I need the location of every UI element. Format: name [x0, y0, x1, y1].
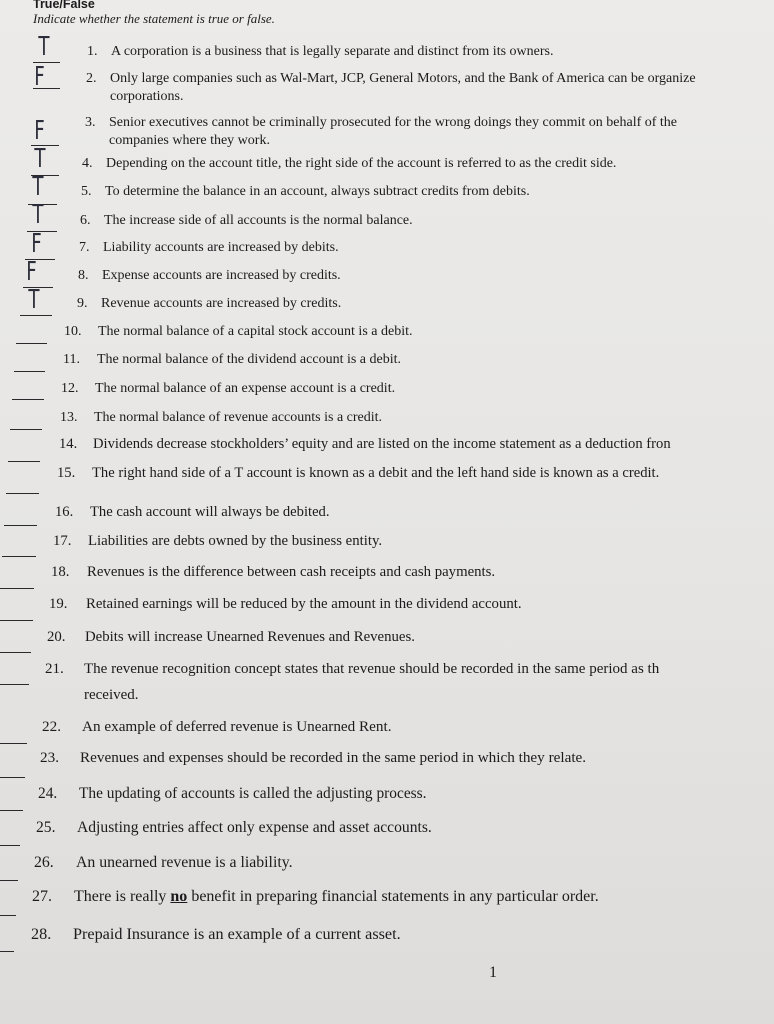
question-number: 21. [45, 661, 64, 677]
question-number: 24. [38, 785, 58, 802]
question-text: Depending on the account title, the right side of the account is referred to as the credit side. [106, 156, 617, 171]
answer-blank[interactable] [4, 525, 37, 526]
question-text: Expense accounts are increased by credits. [102, 268, 341, 283]
emphasized-word: no [170, 888, 188, 905]
question-text: Retained earnings will be reduced by the amount in the dividend account. [86, 596, 522, 612]
question-number: 17. [53, 533, 72, 549]
question-text [74, 887, 599, 907]
handwritten-answer: F [26, 257, 37, 287]
answer-blank[interactable] [20, 315, 52, 316]
question-number: 28. [31, 925, 52, 943]
question-number: 10. [64, 324, 82, 339]
question-number: 26. [34, 854, 54, 871]
question-text: Revenues and expenses should be recorded in the same period in which they relate. [80, 749, 587, 766]
question-text: Adjusting entries affect only expense and asset accounts. [77, 819, 432, 836]
question-text: The increase side of all accounts is the normal balance. [104, 213, 413, 228]
question-text: Senior executives cannot be criminally prosecuted for the wrong doings they commit on behalf of the [109, 115, 678, 130]
question-text: An unearned revenue is a liability. [76, 854, 293, 871]
page-number: 1 [489, 964, 497, 981]
question-text: The normal balance of an expense account is a credit. [95, 381, 396, 396]
question-text: The cash account will always be debited. [90, 504, 330, 520]
question-text-end: benefit in preparing financial statements in any particular order. [187, 888, 599, 905]
question-text: Revenues is the difference between cash receipts and cash payments. [87, 564, 496, 580]
answer-blank[interactable] [0, 652, 31, 653]
question-text: Prepaid Insurance is an example of a current asset. [73, 925, 401, 943]
question-text: The revenue recognition concept states that revenue should be recorded in the same period as th [84, 661, 660, 677]
question-text-continued: companies where they work. [109, 133, 270, 148]
question-text-continued: corporations. [110, 89, 184, 104]
question-text: Debits will increase Unearned Revenues and Revenues. [85, 629, 415, 645]
answer-blank[interactable] [0, 620, 33, 621]
question-text: To determine the balance in an account, always subtract credits from debits. [105, 184, 530, 199]
question-text-start: There is really [74, 888, 171, 905]
handwritten-answer: T [34, 144, 46, 174]
question-number: 9. [77, 296, 88, 311]
answer-blank[interactable] [0, 588, 34, 589]
question-text: A corporation is a business that is legally separate and distinct from its owners. [111, 44, 554, 59]
answer-blank[interactable] [0, 743, 27, 744]
instructions: Indicate whether the statement is true or false. [33, 11, 275, 26]
answer-blank[interactable] [0, 810, 23, 811]
question-number: 14. [59, 436, 78, 452]
handwritten-answer: F [34, 62, 45, 92]
answer-blank[interactable] [0, 777, 25, 778]
question-text: The normal balance of a capital stock account is a debit. [98, 324, 413, 339]
question-number: 6. [80, 213, 91, 228]
question-number: 23. [40, 749, 59, 766]
question-text: Only large companies such as Wal-Mart, JCP, General Motors, and the Bank of America can be organize [110, 71, 696, 86]
question-text: Liability accounts are increased by debits. [103, 240, 339, 255]
question-number: 22. [42, 718, 61, 735]
answer-blank[interactable] [0, 880, 18, 881]
question-number: 3. [85, 115, 96, 130]
answer-blank[interactable] [0, 951, 14, 952]
section-title: True/False [33, 0, 95, 11]
question-text: An example of deferred revenue is Unearned Rent. [82, 718, 392, 735]
handwritten-answer: T [38, 32, 50, 62]
answer-blank[interactable] [0, 684, 29, 685]
question-number: 19. [49, 596, 68, 612]
question-number: 27. [32, 888, 52, 905]
question-text-continued: received. [84, 687, 139, 703]
answer-blank[interactable] [14, 371, 45, 372]
question-text: The normal balance of the dividend account is a debit. [97, 352, 402, 367]
question-text: Liabilities are debts owned by the business entity. [88, 533, 383, 549]
question-number: 25. [36, 819, 56, 836]
question-number: 11. [63, 352, 80, 367]
question-number: 4. [82, 156, 93, 171]
question-number: 18. [51, 564, 70, 580]
question-number: 13. [60, 410, 78, 425]
answer-blank[interactable] [8, 461, 40, 462]
question-number: 15. [57, 465, 76, 481]
question-number: 1. [87, 44, 98, 59]
question-number: 16. [55, 504, 74, 520]
handwritten-answer: T [32, 200, 44, 230]
question-number: 7. [79, 240, 90, 255]
answer-blank[interactable] [2, 556, 36, 557]
question-text: The right hand side of a T account is known as a debit and the left hand side is known as a credit. [92, 465, 660, 481]
question-number: 5. [81, 184, 92, 199]
handwritten-answer: T [28, 285, 40, 315]
question-number: 8. [78, 268, 89, 283]
answer-blank[interactable] [0, 915, 16, 916]
handwritten-answer: F [31, 229, 42, 259]
answer-blank[interactable] [12, 399, 44, 400]
answer-blank[interactable] [10, 429, 42, 430]
question-number: 20. [47, 629, 66, 645]
answer-blank[interactable] [0, 845, 20, 846]
question-text: The normal balance of revenue accounts is a credit. [94, 410, 383, 425]
question-text: Dividends decrease stockholders’ equity and are listed on the income statement as a deduction fron [93, 436, 671, 452]
handwritten-answer: T [32, 172, 44, 202]
question-number: 12. [61, 381, 79, 396]
handwritten-answer: F [34, 116, 45, 146]
question-text: Revenue accounts are increased by credits. [101, 296, 342, 311]
question-text: The updating of accounts is called the adjusting process. [79, 785, 427, 802]
question-number: 2. [86, 71, 97, 86]
answer-blank[interactable] [6, 493, 39, 494]
answer-blank[interactable] [16, 343, 47, 344]
